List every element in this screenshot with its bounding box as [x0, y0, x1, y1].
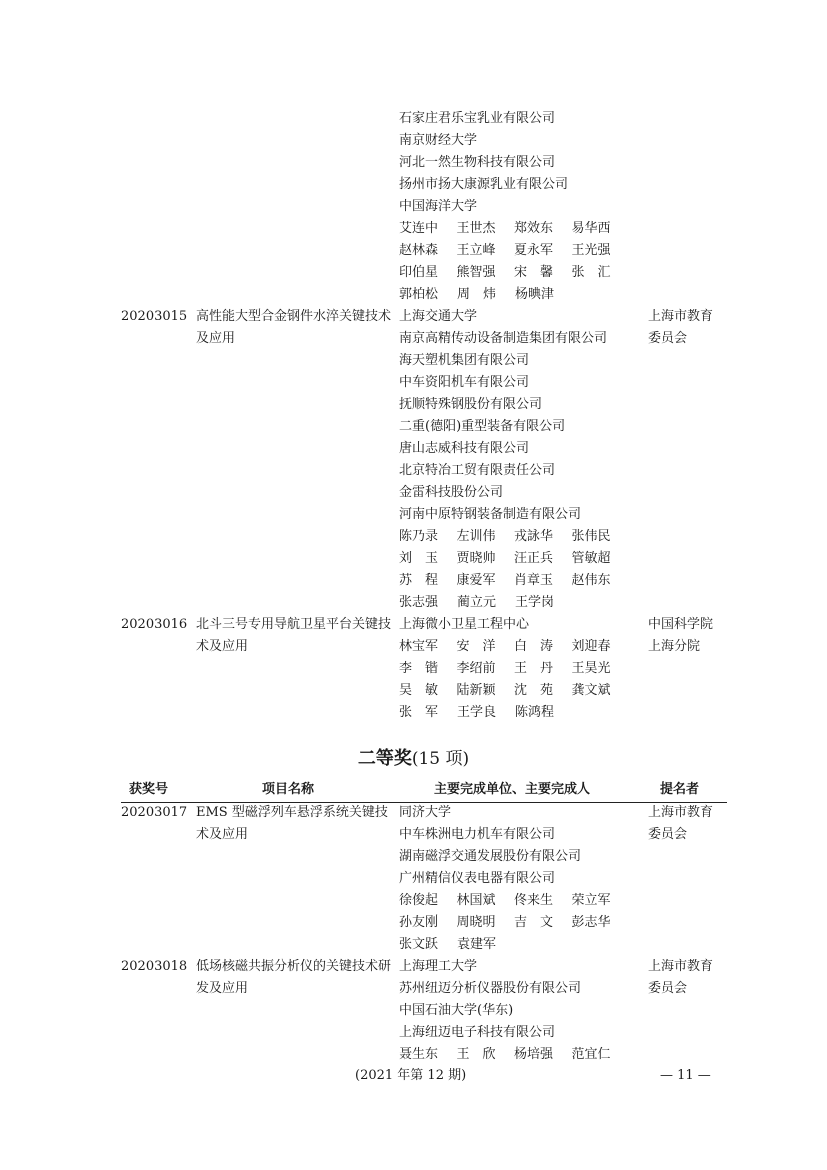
- person-name: 刘迎春: [571, 639, 611, 654]
- person-name: 周 炜: [457, 287, 497, 302]
- person-name: 易华西: [571, 221, 611, 236]
- people-row: [399, 262, 629, 284]
- people-row: [399, 636, 629, 658]
- unit-line: 苏州纽迈分析仪器股份有限公司: [399, 981, 582, 996]
- unit-line: 海天塑机集团有限公司: [399, 353, 530, 368]
- nominator-line: 委员会: [648, 827, 688, 842]
- person-name: 王学岗: [515, 595, 555, 610]
- people-row: [399, 218, 629, 240]
- person-name: 肖章玉: [514, 573, 554, 588]
- person-name: 杨晪津: [515, 287, 555, 302]
- award-id: 20203015: [121, 309, 188, 324]
- unit-line: 二重(德阳)重型装备有限公司: [399, 419, 566, 434]
- person-name: 聂生东: [399, 1047, 439, 1062]
- unit-line: 石家庄君乐宝乳业有限公司: [399, 111, 556, 126]
- person-name: 范宜仁: [571, 1047, 611, 1062]
- person-name: 袁建军: [457, 937, 497, 952]
- person-name: 苏 程: [399, 573, 439, 588]
- people-row: [399, 284, 629, 306]
- nominator-line: 委员会: [648, 981, 688, 996]
- award-id: 20203016: [121, 617, 188, 632]
- person-name: 佟来生: [514, 893, 554, 908]
- unit-line: 中国石油大学(华东): [399, 1003, 514, 1018]
- unit-line: 中国海洋大学: [399, 199, 478, 214]
- nominator-line: 委员会: [648, 331, 688, 346]
- person-name: 左训伟: [456, 529, 496, 544]
- person-name: 陈鸿程: [515, 705, 555, 720]
- section-title-main: 二等奖: [357, 748, 412, 769]
- issue-label: (2021 年第 12 期): [355, 1068, 467, 1083]
- unit-line: 南京高精传动设备制造集团有限公司: [399, 331, 608, 346]
- unit-line: 北京特冶工贸有限责任公司: [399, 463, 556, 478]
- person-name: 赵伟东: [571, 573, 611, 588]
- nominator-line: 上海市教育: [648, 805, 714, 820]
- person-name: 刘 玉: [399, 551, 439, 566]
- person-name: 康爱军: [456, 573, 496, 588]
- person-name: 沈 苑: [514, 683, 554, 698]
- person-name: 孙友刚: [399, 915, 439, 930]
- people-row: [399, 548, 629, 570]
- person-name: 王世杰: [456, 221, 496, 236]
- unit-line: 中车株洲电力机车有限公司: [399, 827, 556, 842]
- person-name: 吴 敏: [399, 683, 439, 698]
- person-name: 吉 文: [514, 915, 554, 930]
- unit-line: 上海理工大学: [399, 959, 478, 974]
- people-row: [399, 526, 629, 548]
- person-name: 赵林森: [399, 243, 439, 258]
- person-name: 印伯星: [399, 265, 439, 280]
- unit-line: 唐山志威科技有限公司: [399, 441, 530, 456]
- unit-line: 上海交通大学: [399, 309, 478, 324]
- people-row: [399, 890, 629, 912]
- nominator-line: 上海分院: [648, 639, 701, 654]
- person-name: 王学良: [457, 705, 497, 720]
- header-award-id: 获奖号: [129, 782, 169, 797]
- person-name: 汪正兵: [514, 551, 554, 566]
- person-name: 张志强: [399, 595, 439, 610]
- person-name: 王 丹: [514, 661, 554, 676]
- section-title-count: (15 项): [411, 749, 470, 769]
- award-id: 20203018: [121, 959, 188, 974]
- person-name: 陆新颖: [456, 683, 496, 698]
- person-name: 王 欣: [456, 1047, 496, 1062]
- person-name: 夏永军: [514, 243, 554, 258]
- person-name: 王光强: [571, 243, 611, 258]
- person-name: 郭柏松: [399, 287, 439, 302]
- person-name: 张 军: [399, 705, 439, 720]
- unit-line: 南京财经大学: [399, 133, 478, 148]
- unit-line: 扬州市扬大康源乳业有限公司: [399, 177, 569, 192]
- person-name: 宋 馨: [514, 265, 554, 280]
- person-name: 安 洋: [456, 639, 496, 654]
- person-name: 林宝军: [399, 639, 439, 654]
- people-row: [399, 934, 629, 956]
- unit-line: 河北一然生物科技有限公司: [399, 155, 556, 170]
- unit-line: 同济大学: [399, 805, 452, 820]
- person-name: 李绍前: [456, 661, 496, 676]
- person-name: 王昊光: [571, 661, 611, 676]
- person-name: 林国斌: [456, 893, 496, 908]
- person-name: 龚文斌: [571, 683, 611, 698]
- person-name: 徐俊起: [399, 893, 439, 908]
- person-name: 李 锴: [399, 661, 439, 676]
- unit-line: 上海纽迈电子科技有限公司: [399, 1025, 556, 1040]
- nominator-line: 中国科学院: [648, 617, 714, 632]
- people-row: [399, 592, 629, 614]
- person-name: 熊智强: [456, 265, 496, 280]
- project-name: 低场核磁共振分析仪的关键技术研发及应用: [196, 959, 392, 996]
- nominator-line: 上海市教育: [648, 309, 714, 324]
- person-name: 张 汇: [571, 265, 611, 280]
- people-row: [399, 658, 629, 680]
- unit-line: 上海微小卫星工程中心: [399, 617, 530, 632]
- person-name: 艾连中: [399, 221, 439, 236]
- unit-line: 金雷科技股份公司: [399, 485, 504, 500]
- people-row: [399, 702, 629, 724]
- person-name: 管敏超: [571, 551, 611, 566]
- person-name: 王立峰: [456, 243, 496, 258]
- person-name: 周晓明: [456, 915, 496, 930]
- person-name: 蔺立元: [457, 595, 497, 610]
- award-id: 20203017: [121, 805, 188, 820]
- unit-line: 湖南磁浮交通发展股份有限公司: [399, 849, 582, 864]
- person-name: 彭志华: [571, 915, 611, 930]
- unit-line: 河南中原特钢装备制造有限公司: [399, 507, 582, 522]
- people-row: [399, 570, 629, 592]
- project-name: 北斗三号专用导航卫星平台关键技术及应用: [196, 617, 392, 654]
- unit-line: 中车资阳机车有限公司: [399, 375, 530, 390]
- nominator-line: 上海市教育: [648, 959, 714, 974]
- project-name: EMS 型磁浮列车悬浮系统关键技术及应用: [196, 805, 388, 842]
- person-name: 郑效东: [514, 221, 554, 236]
- header-units: 主要完成单位、主要完成人: [434, 782, 591, 797]
- header-project-name: 项目名称: [262, 782, 315, 797]
- section-title: [0, 747, 827, 771]
- person-name: 白 涛: [514, 639, 554, 654]
- unit-line: 抚顺特殊钢股份有限公司: [399, 397, 543, 412]
- person-name: 杨培强: [514, 1047, 554, 1062]
- people-row: [399, 1044, 629, 1066]
- people-row: [399, 240, 629, 262]
- person-name: 张伟民: [571, 529, 611, 544]
- people-row: [399, 680, 629, 702]
- header-nominator: 提名者: [660, 782, 700, 797]
- person-name: 陈乃录: [399, 529, 439, 544]
- people-row: [399, 912, 629, 934]
- person-name: 贾晓帅: [456, 551, 496, 566]
- project-name: 高性能大型合金钢件水淬关键技术及应用: [196, 309, 392, 346]
- person-name: 荣立军: [571, 893, 611, 908]
- unit-line: 广州精信仪表电器有限公司: [399, 871, 556, 886]
- person-name: 张文跃: [399, 937, 439, 952]
- page-number: — 11 —: [660, 1068, 711, 1083]
- person-name: 戎詠华: [514, 529, 554, 544]
